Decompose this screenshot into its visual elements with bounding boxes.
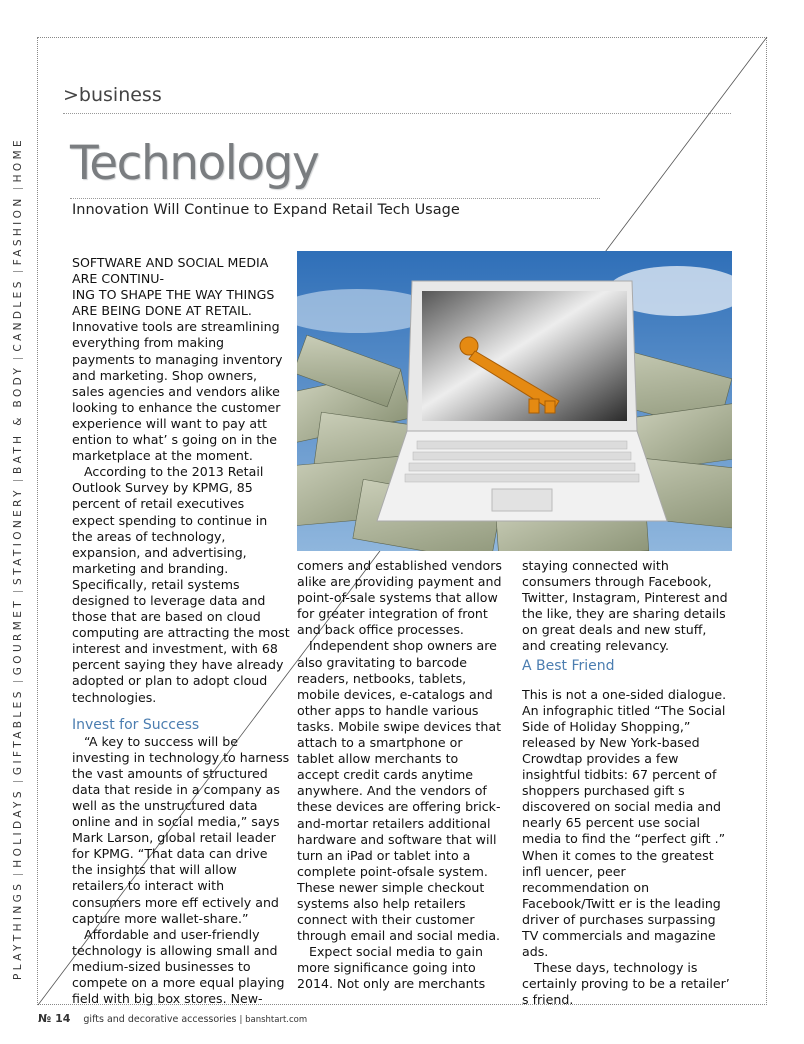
paragraph: These days, technology is certainly proving to be a retailer’ s friend. (522, 960, 730, 1008)
lead-in-line-1: SOFTWARE AND SOCIAL MEDIA (72, 255, 269, 270)
title-rule (70, 198, 600, 199)
lead-in-line-2: ARE CONTINU- (72, 271, 165, 287)
category-separator (13, 781, 23, 782)
category-separator (13, 874, 23, 875)
page-title: Technology (70, 136, 319, 191)
publication-name: gifts and decorative accessories (83, 1014, 237, 1025)
side-category-fashion: FASHION (12, 195, 24, 266)
subheading-invest-for-success: Invest for Success (72, 716, 200, 733)
article-column-3 (522, 558, 734, 1008)
lead-in-line-3: ING TO SHAPE THE WAY THINGS (72, 287, 275, 303)
side-category-gourmet: GOURMET (12, 597, 24, 676)
side-category-holidays: HOLIDAYS (12, 788, 24, 868)
paragraph: “A key to success will be investing in technology to harness the vast amounts of structured data that reside in a company as well as the unstructured data online and in social media,” says Mark Larson, global retail leader for KPMG. “That data can drive the insights that will allow retailers to interact with consumers more eff ectively and capture more wallet-share.” (72, 733, 290, 926)
subheading-a-best-friend: A Best Friend (522, 657, 615, 674)
page-footer (38, 1012, 307, 1025)
category-separator (13, 480, 23, 481)
paragraph: Innovative tools are streamlining everything from making payments to managing inventory and marketing. Shop owners, sales agencies and vendors alike looking to enhance the customer experience will want to pay att ention to what’ s going on in the marketplace at the moment. (72, 319, 283, 464)
paragraph: According to the 2013 Retail Outlook Survey by KPMG, 85 percent of retail executives expect spending to continue in the areas of technology, expansion, and advertising, marketing and branding. Specifically, retail systems designed to leverage data and those that are based on cloud computing are attracting the most interest and investment, with 68 percent saying they have already adopted or plan to adopt cloud technologies. (72, 464, 290, 705)
section-label: >business (63, 84, 162, 106)
side-category-home: HOME (12, 136, 24, 183)
subtitle: Innovation Will Continue to Expand Retail Tech Usage (72, 202, 460, 218)
side-category-giftables: GIFTABLES (12, 688, 24, 776)
side-category-candles: CANDLES (12, 278, 24, 352)
article-column-1 (72, 255, 290, 1007)
paragraph: Independent shop owners are also gravitating to barcode readers, netbooks, tablets, mobile devices, e-catalogs and other apps to handle various tasks. Mobile swipe devices that attach to a smartphone or tablet allow merchants to accept credit cards anytime anywhere. And the vendors of these devices are offering brick-and-mortar retailers additional hardware and software that will turn an iPad or tablet into a complete point-ofsale system. These newer simple checkout systems also help retailers connect with their customer through email and social media. (297, 638, 502, 944)
category-separator (13, 271, 23, 272)
category-separator (13, 681, 23, 682)
paragraph: staying connected with consumers through Facebook, Twitter, Instagram, Pinterest and the like, they are sharing details on great deals and new stuff, and creating relevancy. (522, 558, 728, 654)
side-category-bath-body: BATH & BODY (12, 364, 24, 474)
paragraph: Expect social media to gain more significance going into 2014. Not only are merchants (297, 944, 486, 992)
category-separator (13, 188, 23, 189)
side-category-stationery: STATIONERY (12, 487, 24, 585)
paragraph: comers and established vendors alike are providing payment and point-of-sale systems that allow for greater integration of front and back office processes. (297, 558, 502, 638)
laptop-money-photo (297, 251, 732, 551)
page-number: № 14 (38, 1012, 71, 1025)
side-category-strip (12, 137, 24, 980)
lead-in-line-4: ARE BEING DONE AT RETAIL. (72, 303, 252, 319)
side-category-playthings: PLAYTHINGS (12, 880, 24, 980)
category-separator (13, 591, 23, 592)
paragraph: Affordable and user-friendly technology is allowing small and medium-sized businesses to compete on a more equal playing field with big box stores. New- (72, 926, 285, 1007)
website-link[interactable]: | banshtart.com (239, 1015, 308, 1025)
header-rule (63, 113, 731, 114)
paragraph: This is not a one-sided dialogue. An infographic titled “The Social Side of Holiday Shopping,” released by New York-based Crowdtap provides a few insightful tidbits: 67 percent of shoppers purchased gift s discovered on social media and nearly 65 percent use social media to find the “perfect gift .” When it comes to the greatest infl uencer, peer recommendation on Facebook/Twitt er is the leading driver of purchases surpassing TV commercials and magazine ads. (522, 686, 727, 960)
category-separator (13, 358, 23, 359)
article-column-2 (297, 558, 503, 993)
